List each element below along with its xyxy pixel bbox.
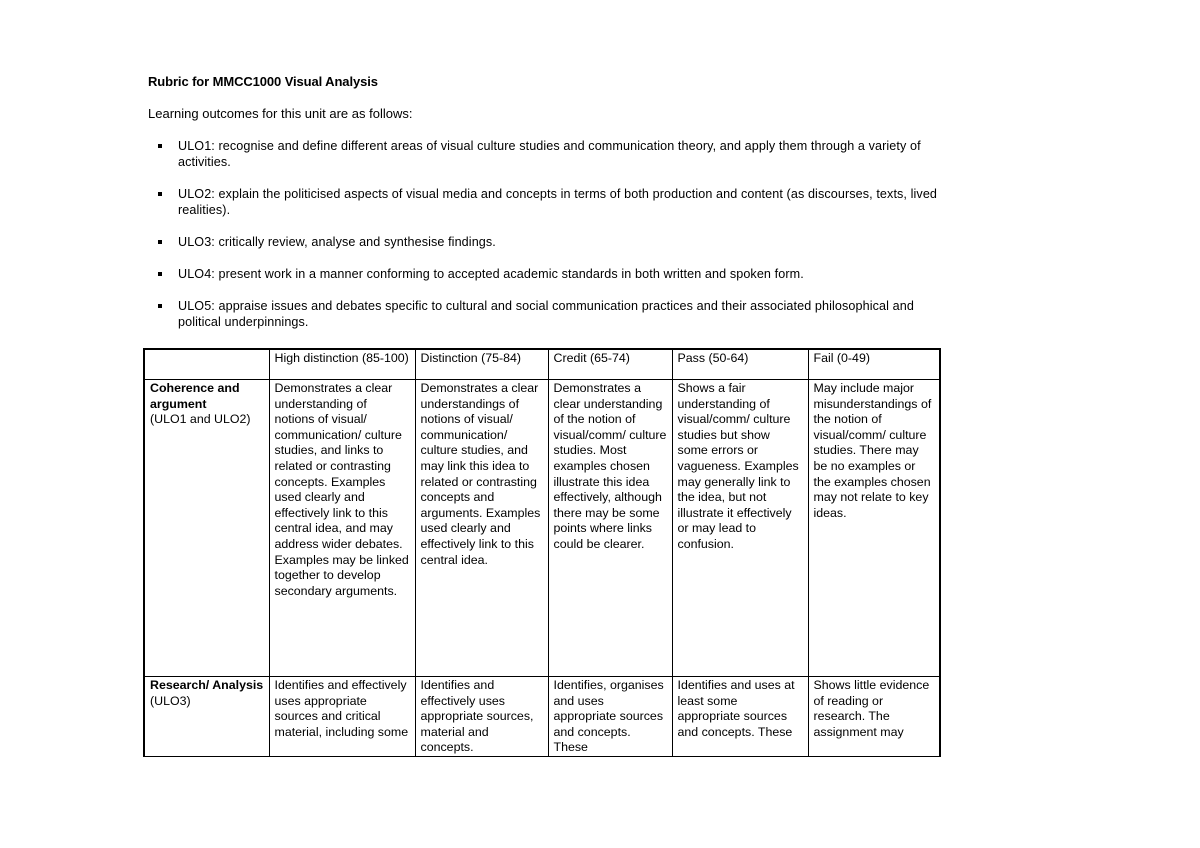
square-bullet-icon bbox=[158, 240, 162, 244]
criterion-title: Coherence and argument bbox=[150, 381, 240, 411]
table-cell: Identifies, organises and uses appropriate sources and concepts. These bbox=[548, 677, 672, 757]
header-cell-high-distinction: High distinction (85-100) bbox=[269, 349, 415, 380]
table-cell: Identifies and effectively uses appropriate sources and critical material, including some bbox=[269, 677, 415, 757]
table-row bbox=[144, 380, 940, 677]
table-cell: Demonstrates a clear understanding of the notion of visual/comm/ culture studies. Most examples chosen illustrate this idea effectively, although there may be some points where links could be clearer. bbox=[548, 380, 672, 677]
table-cell: Identifies and effectively uses appropriate sources, material and concepts. bbox=[415, 677, 548, 757]
learning-outcomes-list bbox=[158, 138, 948, 346]
learning-outcomes-intro: Learning outcomes for this unit are as follows: bbox=[148, 106, 413, 121]
list-item-ulo5 bbox=[158, 298, 948, 330]
table-cell: May include major misunderstandings of the notion of visual/comm/ culture studies. There may be no examples or the examples chosen may not relate to key ideas. bbox=[808, 380, 940, 677]
criterion-cell bbox=[144, 380, 269, 677]
table-cell: Identifies and uses at least some appropriate sources and concepts. These bbox=[672, 677, 808, 757]
table-cell: Demonstrates a clear understanding of notions of visual/ communication/ culture studies, and links to related or contrasting concepts. Examples used clearly and effectively link to this central idea, and may address wider debates. Examples may be linked together to develop secondary arguments. bbox=[269, 380, 415, 677]
header-cell-fail: Fail (0-49) bbox=[808, 349, 940, 380]
list-item-ulo3 bbox=[158, 234, 948, 250]
criterion-title: Research/ Analysis bbox=[150, 678, 264, 692]
outcome-text: ULO4: present work in a manner conforming to accepted academic standards in both written and spoken form. bbox=[178, 267, 804, 281]
outcome-text: ULO5: appraise issues and debates specific to cultural and social communication practices and their associated philosophical and political underpinnings. bbox=[178, 299, 914, 329]
criterion-cell bbox=[144, 677, 269, 757]
rubric-table bbox=[143, 348, 941, 757]
list-item-ulo1 bbox=[158, 138, 948, 170]
header-cell-credit: Credit (65-74) bbox=[548, 349, 672, 380]
table-cell: Demonstrates a clear understandings of notions of visual/ communication/ culture studies, and may link this idea to related or contrasting concepts and arguments. Examples used clearly and effectively link to this central idea. bbox=[415, 380, 548, 677]
header-cell-distinction: Distinction (75-84) bbox=[415, 349, 548, 380]
outcome-text: ULO3: critically review, analyse and synthesise findings. bbox=[178, 235, 496, 249]
criterion-ulo: (ULO1 and ULO2) bbox=[150, 412, 251, 427]
table-row bbox=[144, 677, 940, 757]
table-cell: Shows little evidence of reading or research. The assignment may bbox=[808, 677, 940, 757]
criterion-ulo: (ULO3) bbox=[150, 693, 191, 708]
square-bullet-icon bbox=[158, 272, 162, 276]
table-cell: Shows a fair understanding of visual/comm/ culture studies but show some errors or vagueness. Examples may generally link to the idea, but not illustrate it effectively or may lead to confusion. bbox=[672, 380, 808, 677]
header-cell-pass: Pass (50-64) bbox=[672, 349, 808, 380]
list-item-ulo4 bbox=[158, 266, 948, 282]
list-item-ulo2 bbox=[158, 186, 948, 218]
square-bullet-icon bbox=[158, 192, 162, 196]
square-bullet-icon bbox=[158, 304, 162, 308]
outcome-text: ULO1: recognise and define different areas of visual culture studies and communication theory, and apply them through a variety of activities. bbox=[178, 139, 921, 169]
document-title: Rubric for MMCC1000 Visual Analysis bbox=[148, 74, 378, 89]
outcome-text: ULO2: explain the politicised aspects of visual media and concepts in terms of both production and content (as discourses, texts, lived realities). bbox=[178, 187, 938, 217]
header-cell-empty bbox=[144, 349, 269, 380]
square-bullet-icon bbox=[158, 144, 162, 148]
table-header-row bbox=[144, 349, 940, 380]
